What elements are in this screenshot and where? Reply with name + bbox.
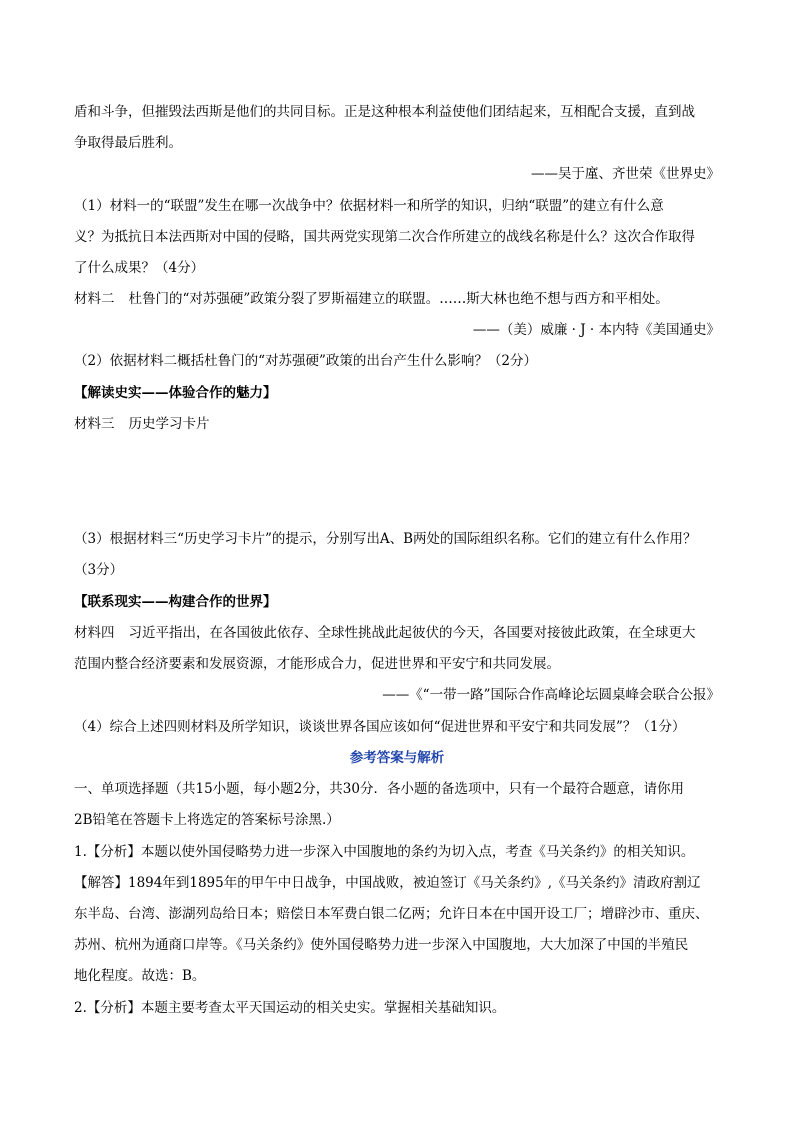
- question-1: 了什么成果？（4分）: [74, 260, 205, 276]
- section-heading: 【联系现实——构建合作的世界】: [74, 594, 277, 610]
- material-label: 材料四: [74, 625, 115, 641]
- source-citation: ——（美）威廉 · J · 本内特《美国通史》: [472, 322, 720, 338]
- material-text: 杜鲁门的“对苏强硬”政策分裂了罗斯福建立的联盟。……斯大林也绝不想与西方和平相处。: [128, 291, 669, 307]
- question-1: （1）材料一的“联盟”发生在哪一次战争中？依据材料一和所学的知识，归纳“联盟”的建立有什么意: [74, 198, 664, 214]
- material-label: 材料二: [74, 291, 115, 307]
- text-line: 盾和斗争，但摧毁法西斯是他们的共同目标。正是这种根本利益使他们团结起来，互相配合支援，直到战: [74, 104, 695, 120]
- material-label: 材料三: [74, 416, 115, 432]
- answer-1: 地化程度。故选：B。: [74, 968, 206, 984]
- material-2: [74, 289, 724, 309]
- section-heading: 【解读史实——体验合作的魅力】: [74, 385, 277, 401]
- answer-2: 2.【分析】本题主要考查太平天国运动的相关史实。掌握相关基础知识。: [74, 1000, 506, 1016]
- material-3: [74, 414, 724, 434]
- question-4: （4）综合上述四则材料及所学知识，谈谈世界各国应该如何“促进世界和平安宁和共同发展”？（1分）: [74, 719, 686, 735]
- material-4: [74, 623, 724, 643]
- answer-1: 苏州、杭州为通商口岸等。《马关条约》使外国侵略势力进一步深入中国腹地，大大加深了中国的半殖民: [74, 937, 689, 953]
- material-4: 范围内整合经济要素和发展资源，才能形成合力，促进世界和平安宁和共同发展。: [74, 656, 560, 672]
- question-1: 义？为抵抗日本法西斯对中国的侵略，国共两党实现第二次合作所建立的战线名称是什么？这次合作取得: [74, 229, 695, 245]
- answer-1: 东半岛、台湾、澎湖列岛给日本；赔偿日本军费白银二亿两；允许日本在中国开设工厂；增辟沙市、重庆、: [74, 906, 709, 922]
- answer-1: 【解答】1894年到1895年的甲午中日战争，中国战败，被迫签订《马关条约》,《马关条约》清政府割辽: [74, 875, 701, 891]
- material-text: 习近平指出，在各国彼此依存、全球性挑战此起彼伏的今天，各国要对接彼此政策，在全球更大: [128, 625, 696, 641]
- answer-title: 参考答案与解析: [349, 750, 445, 766]
- question-2: （2）依据材料二概括杜鲁门的“对苏强硬”政策的出台产生什么影响？（2分）: [74, 353, 537, 369]
- question-3: （3分）: [74, 562, 124, 578]
- section-instructions: 2B铅笔在答题卡上将选定的答案标号涂黑.）: [74, 812, 340, 828]
- question-3: （3）根据材料三“历史学习卡片”的提示，分别写出A、B两处的国际组织名称。它们的建立有什么作用？: [74, 531, 697, 547]
- source-citation: ——吴于廑、齐世荣《世界史》: [531, 166, 720, 182]
- source-citation: ——《“一带一路”国际合作高峰论坛圆桌峰会联合公报》: [382, 687, 720, 703]
- section-instructions: 一、单项选择题（共15小题，每小题2分，共30分．各小题的备选项中，只有一个最符合题意，请你用: [74, 781, 684, 797]
- answer-1: 1.【分析】本题以使外国侵略势力进一步深入中国腹地的条约为切入点，考查《马关条约》的相关知识。: [74, 844, 695, 860]
- text-line: 争取得最后胜利。: [74, 135, 182, 151]
- material-text: 历史学习卡片: [128, 416, 210, 432]
